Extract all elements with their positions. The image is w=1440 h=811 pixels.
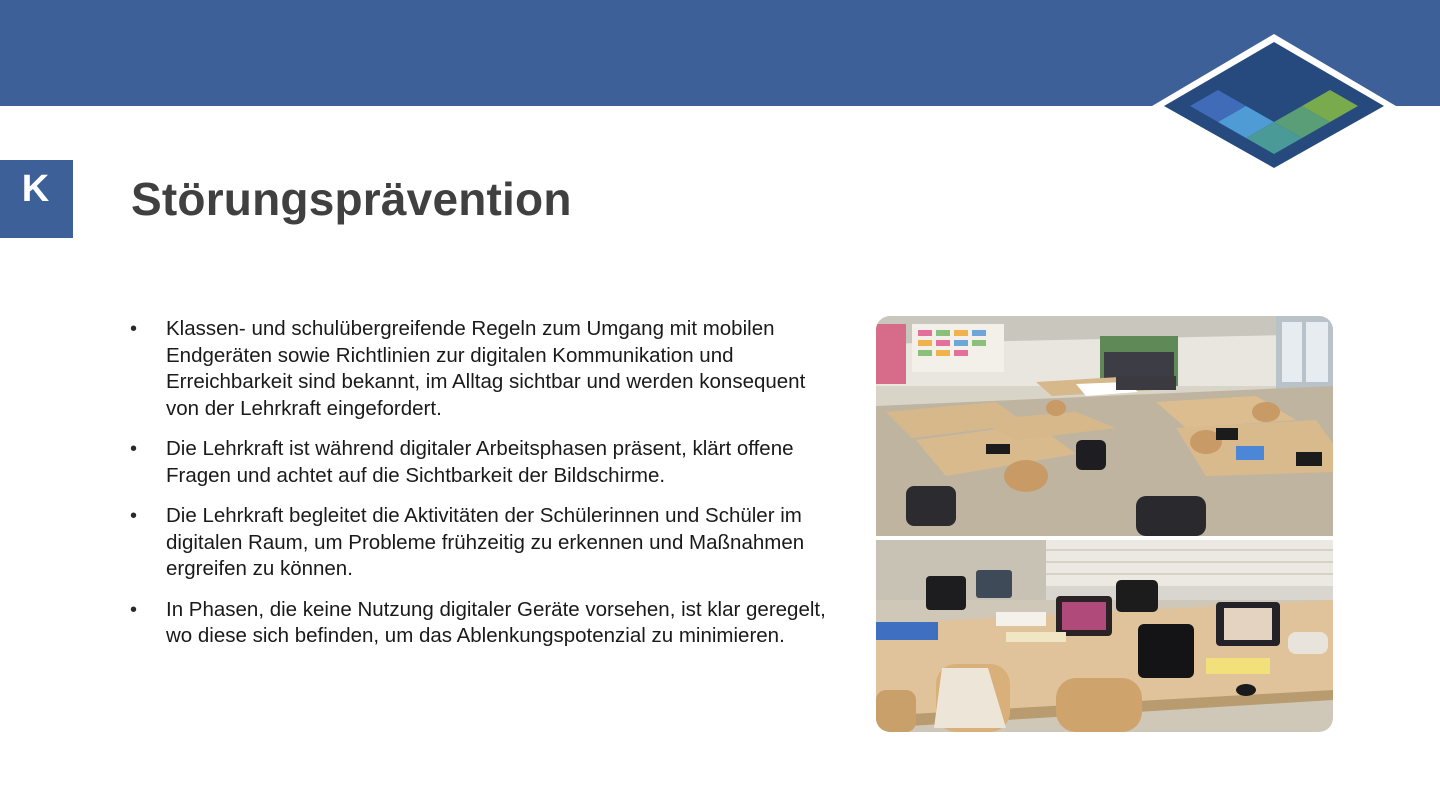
bullet-glyph: • (130, 598, 138, 621)
bullet-glyph: • (130, 505, 138, 527)
bullet-text: Klassen- und schulübergreifende Regeln zum Umgang mit mobilen Endgeräten sowie Richtlinien zur digitalen Kommunikation und Erreichbarkeit sind bekannt, im Alltag sichtbar und werden konsequent von der Lehrkraft eingefordert. (166, 317, 806, 420)
bullet-item (130, 316, 830, 422)
section-marker: K (0, 160, 73, 238)
desks-with-tablets-photo (876, 540, 1333, 732)
bullet-text: Die Lehrkraft begleitet die Aktivitäten der Schülerinnen und Schüler im digitalen Raum, um Probleme frühzeitig zu erkennen und Maßnahmen ergreifen zu können. (166, 504, 805, 580)
slide-title: Störungsprävention (131, 173, 572, 225)
bullet-text: Die Lehrkraft ist während digitaler Arbeitsphasen präsent, klärt offene Fragen und achtet auf die Sichtbarkeit der Bildschirme. (166, 437, 794, 487)
bullet-glyph: • (130, 318, 138, 340)
bullet-list (130, 316, 830, 664)
bullet-item (130, 503, 830, 583)
diamond-tile-logo-icon (1148, 30, 1400, 180)
bullet-glyph: • (130, 438, 138, 460)
bullet-text: In Phasen, die keine Nutzung digitaler Geräte vorsehen, ist klar geregelt, wo diese sich befinden, um das Ablenkungspotenzial zu minimieren. (166, 597, 826, 647)
bullet-item (130, 436, 830, 489)
bullet-item (130, 597, 830, 650)
photo-collage (876, 316, 1333, 732)
classroom-overview-photo (876, 316, 1333, 536)
